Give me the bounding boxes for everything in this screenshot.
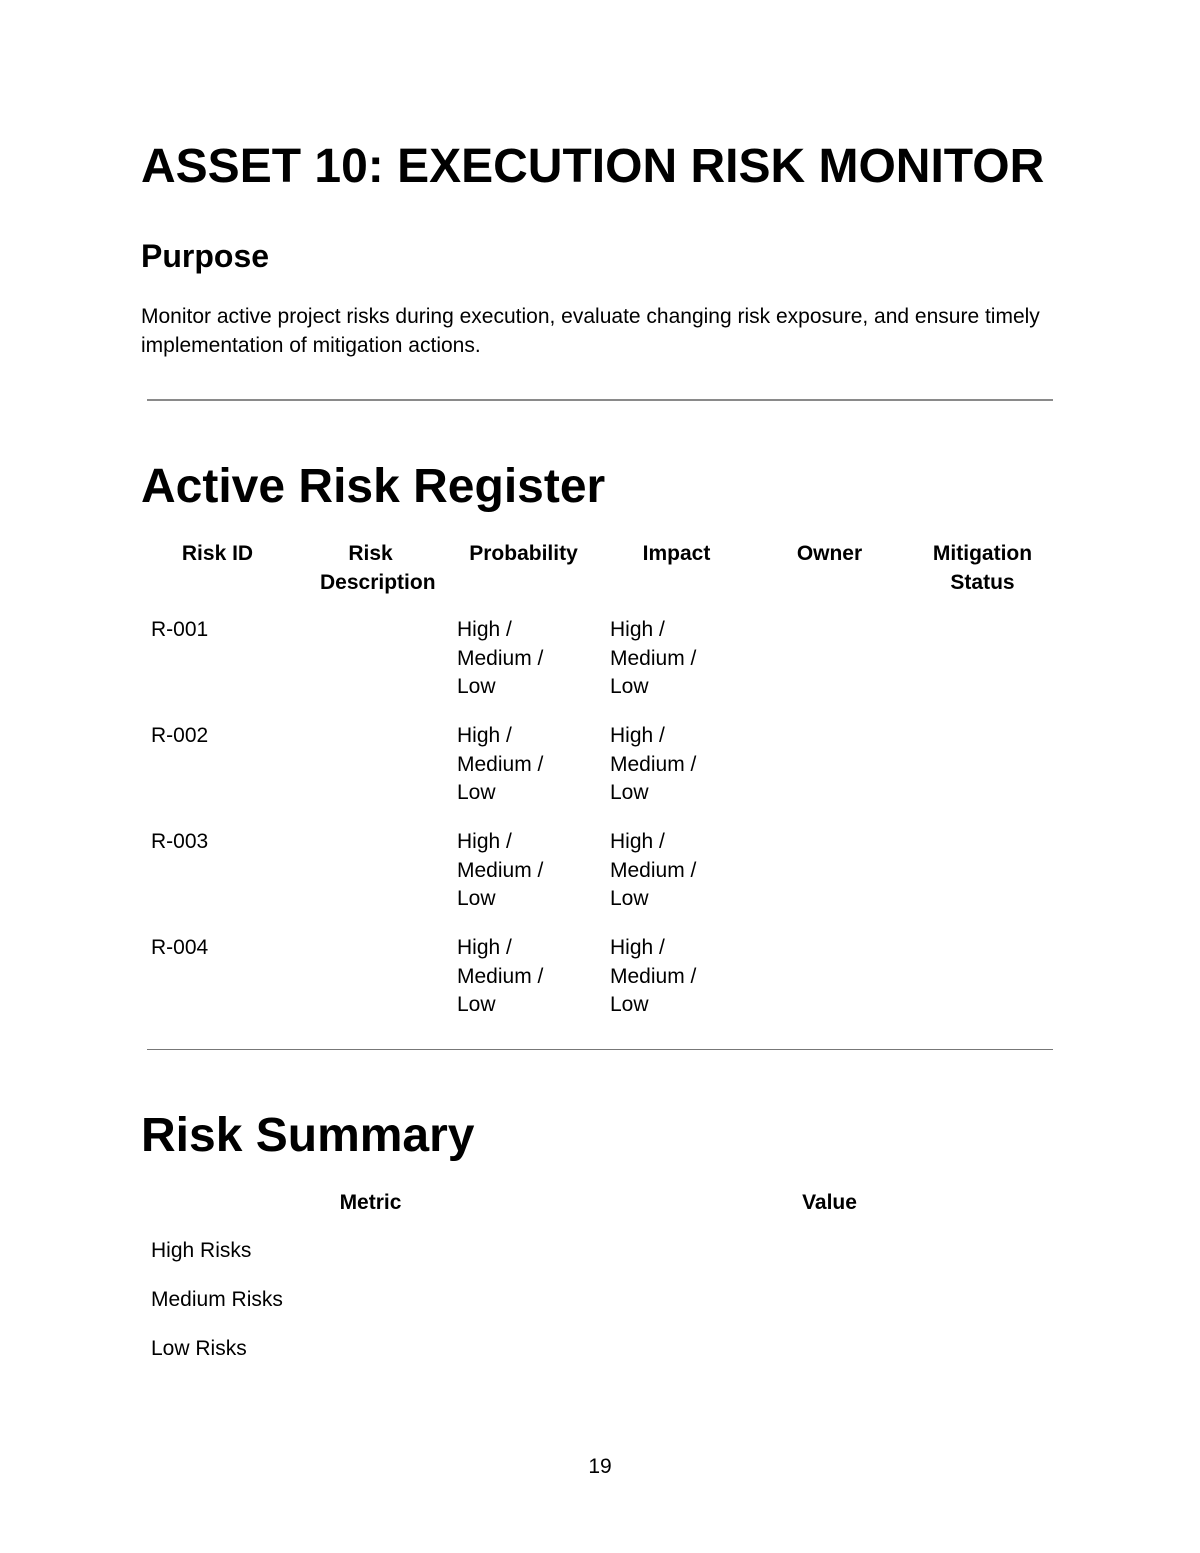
risk-description-cell xyxy=(294,616,447,722)
metric-cell: Medium Risks xyxy=(151,1288,283,1311)
metric-cell: Low Risks xyxy=(151,1337,247,1360)
risk-id-cell: R-002 xyxy=(151,724,209,747)
value-cell xyxy=(600,1334,1059,1383)
mitigation-status-cell xyxy=(906,828,1059,934)
risk-id-cell: R-001 xyxy=(151,618,209,641)
owner-cell xyxy=(753,616,906,722)
summary-heading: Risk Summary xyxy=(141,1109,475,1162)
table-header-row xyxy=(141,539,1059,616)
mitigation-status-cell xyxy=(906,616,1059,722)
impact-cell: High / Medium / Low xyxy=(610,936,697,1016)
value-cell xyxy=(600,1236,1059,1285)
mitigation-status-cell xyxy=(906,722,1059,828)
probability-cell: High / Medium / Low xyxy=(457,724,544,804)
owner-cell xyxy=(753,828,906,934)
impact-cell: High / Medium / Low xyxy=(610,724,697,804)
column-header-risk-description: Risk Description xyxy=(320,542,436,594)
mitigation-status-cell xyxy=(906,934,1059,1040)
probability-cell: High / Medium / Low xyxy=(457,830,544,910)
risk-description-cell xyxy=(294,934,447,1040)
value-cell xyxy=(600,1285,1059,1334)
register-heading: Active Risk Register xyxy=(141,460,606,513)
column-header-metric: Metric xyxy=(339,1191,402,1214)
section-divider xyxy=(147,1049,1053,1050)
page-number: 19 xyxy=(588,1455,612,1478)
column-header-mitigation-status: Mitigation Status xyxy=(932,542,1033,594)
document-title: ASSET 10: EXECUTION RISK MONITOR xyxy=(141,140,1045,193)
table-row xyxy=(141,1236,1059,1285)
column-header-value: Value xyxy=(802,1191,857,1214)
table-row xyxy=(141,934,1059,1040)
purpose-text: Monitor active project risks during execution, evaluate changing risk exposure, and ensure timely implementation of mitigation actions. xyxy=(141,305,1040,357)
purpose-heading: Purpose xyxy=(141,238,270,274)
owner-cell xyxy=(753,934,906,1040)
section-divider xyxy=(147,399,1053,401)
column-header-probability: Probability xyxy=(469,542,578,565)
owner-cell xyxy=(753,722,906,828)
risk-id-cell: R-004 xyxy=(151,936,209,959)
risk-summary-table xyxy=(141,1188,1059,1383)
table-row xyxy=(141,1285,1059,1334)
risk-description-cell xyxy=(294,828,447,934)
risk-register-table xyxy=(141,539,1059,1040)
table-row xyxy=(141,828,1059,934)
column-header-risk-id: Risk ID xyxy=(181,542,254,565)
risk-id-cell: R-003 xyxy=(151,830,209,853)
table-header-row xyxy=(141,1188,1059,1236)
risk-description-cell xyxy=(294,722,447,828)
probability-cell: High / Medium / Low xyxy=(457,936,544,1016)
table-row xyxy=(141,1334,1059,1383)
table-row xyxy=(141,722,1059,828)
probability-cell: High / Medium / Low xyxy=(457,618,544,698)
column-header-owner: Owner xyxy=(796,542,863,565)
impact-cell: High / Medium / Low xyxy=(610,830,697,910)
impact-cell: High / Medium / Low xyxy=(610,618,697,698)
table-row xyxy=(141,616,1059,722)
column-header-impact: Impact xyxy=(642,542,711,565)
metric-cell: High Risks xyxy=(151,1239,252,1262)
